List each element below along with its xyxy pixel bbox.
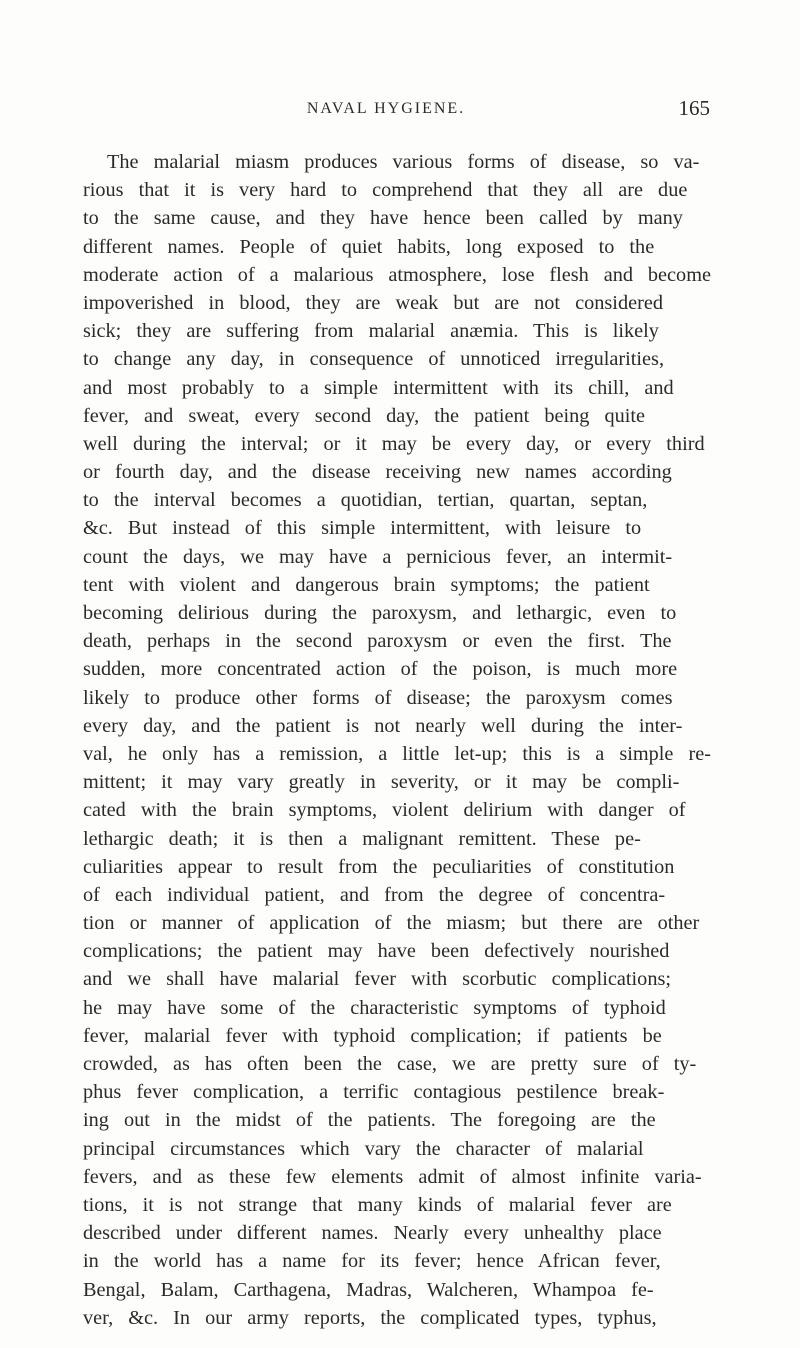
running-head: NAVAL HYGIENE. [306,100,466,117]
text-line: well during the interval; or it may be every day, or every third [83,432,705,455]
text-line: mittent; it may vary greatly in severity, or it may be compli- [83,771,680,794]
text-line: count the days, we may have a pernicious fever, an intermit- [83,545,673,568]
text-line: in the world has a name for its fever; hence African fever, [83,1250,661,1273]
text-line: crowded, as has often been the case, we are pretty sure of ty- [83,1053,697,1075]
text-line: sick; they are suffering from malarial anæmia. This is likely [83,320,659,343]
text-line: likely to produce other forms of disease; the paroxysm comes [83,686,673,709]
text-line: every day, and the patient is not nearly well during the inter- [83,714,683,737]
text-line: impoverished in blood, they are weak but are not considered [83,291,663,314]
text-line: Bengal, Balam, Carthagena, Madras, Walcheren, Whampoa fe- [83,1278,654,1301]
text-line: sudden, more concentrated action of the poison, is much more [83,658,678,681]
text-line: rious that it is very hard to comprehend that they all are due [83,179,688,202]
page-header [62,96,710,126]
body-paragraph [83,148,711,1332]
text-line: tions, it is not strange that many kinds of malarial fever are [83,1193,672,1216]
text-line: or fourth day, and the disease receiving new names according [83,461,672,484]
text-line: to the same cause, and they have hence been called by many [83,207,683,230]
text-line: tent with violent and dangerous brain symptoms; the patient [83,573,650,596]
text-line: fevers, and as these few elements admit of almost infinite varia- [83,1165,702,1188]
text-line: The malarial miasm produces various forms of disease, so va- [107,151,700,173]
page-number: 165 [678,96,710,120]
text-line: culiarities appear to result from the peculiarities of constitution [83,855,675,878]
text-line: and we shall have malarial fever with scorbutic complications; [83,968,671,991]
text-line: different names. People of quiet habits, long exposed to the [83,235,655,258]
text-line: &c. But instead of this simple intermittent, with leisure to [83,517,642,540]
text-line: tion or manner of application of the miasm; but there are other [83,912,700,935]
text-line: and most probably to a simple intermittent with its chill, and [83,376,674,399]
text-line: fever, and sweat, every second day, the patient being quite [83,404,646,427]
text-line: to the interval becomes a quotidian, tertian, quartan, septan, [83,489,648,512]
text-line: he may have some of the characteristic symptoms of typhoid [83,996,666,1019]
text-line: principal circumstances which vary the character of malarial [83,1137,644,1160]
text-line: to change any day, in consequence of unnoticed irregularities, [83,348,665,371]
text-line: of each individual patient, and from the degree of concentra- [83,883,666,906]
text-line: moderate action of a malarious atmosphere, lose flesh and become [83,263,711,286]
text-line: fever, malarial fever with typhoid complication; if patients be [83,1024,662,1047]
text-line: complications; the patient may have been defectively nourished [83,940,670,963]
text-line: death, perhaps in the second paroxysm or even the first. The [83,630,672,653]
text-line: described under different names. Nearly every unhealthy place [83,1222,662,1245]
text-line: becoming delirious during the paroxysm, and lethargic, even to [83,602,677,624]
text-line: ing out in the midst of the patients. The foregoing are the [83,1109,656,1132]
text-line: ver, &c. In our army reports, the complicated types, typhus, [83,1306,657,1329]
text-line: cated with the brain symptoms, violent delirium with danger of [83,799,686,822]
text-line: lethargic death; it is then a malignant remittent. These pe- [83,827,641,850]
text-line: phus fever complication, a terrific contagious pestilence break- [83,1081,665,1104]
text-line: val, he only has a remission, a little let-up; this is a simple re- [83,742,711,765]
